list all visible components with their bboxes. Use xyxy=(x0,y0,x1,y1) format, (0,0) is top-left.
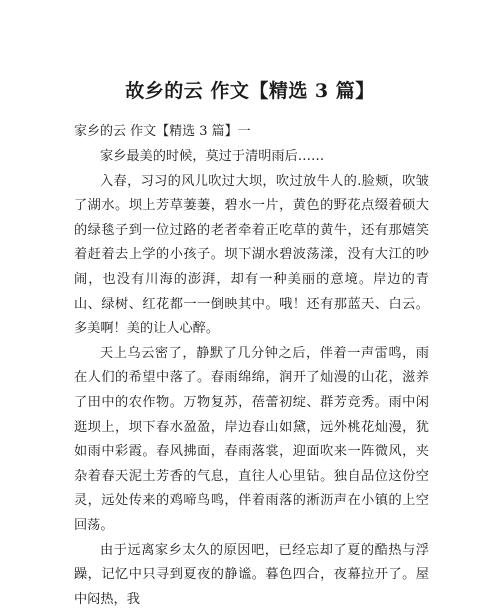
document-title: 故乡的云 作文【精选 3 篇】 xyxy=(0,78,500,104)
document-body xyxy=(74,145,429,612)
paragraph-2: 入春，习习的风儿吹过大坝，吹过放牛人的.脸颊，吹皱了湖水。坝上芳草萋萋，碧水一片，黄色的野花点缀着硕大的绿毯子到一位过路的老者牵着正吃草的黄牛，还有那嬉笑着赶着去上学的小孩子。坝下湖水碧波荡漾，没有大江的吵闹，也没有川海的澎湃，却有一种美丽的意境。岸边的青山、绿树、红花都一一倒映其中。哦！还有那蓝天、白云。多美啊！美的让人心醉。 xyxy=(74,170,429,342)
paragraph-3: 天上乌云密了，静默了几分钟之后，伴着一声雷鸣，雨在人们的希望中落了。春雨绵绵，润开了灿漫的山花，滋养了田中的农作物。万物复苏，蓓蕾初绽、群芳竞秀。雨中闲逛坝上，坝下春水盈盈，岸边春山如黛，远外桃花灿漫，犹如雨中彩霞。春风拂面，春雨落裳，迎面吹来一阵微风，夹杂着春天泥土芳香的气息，直往人心里钻。独自品位这份空灵，远处传来的鸡啼鸟鸣，伴着雨落的淅沥声在小镇的上空回荡。 xyxy=(74,342,429,539)
paragraph-4: 由于远离家乡太久的原因吧，已经忘却了夏的酷热与浮躁，记忆中只寻到夏夜的静谧。暮色四合，夜幕拉开了。屋中闷热，我 xyxy=(74,539,429,612)
section-heading: 家乡的云 作文【精选 3 篇】一 xyxy=(74,121,251,143)
paragraph-1: 家乡最美的时候，莫过于清明雨后…… xyxy=(74,145,429,170)
